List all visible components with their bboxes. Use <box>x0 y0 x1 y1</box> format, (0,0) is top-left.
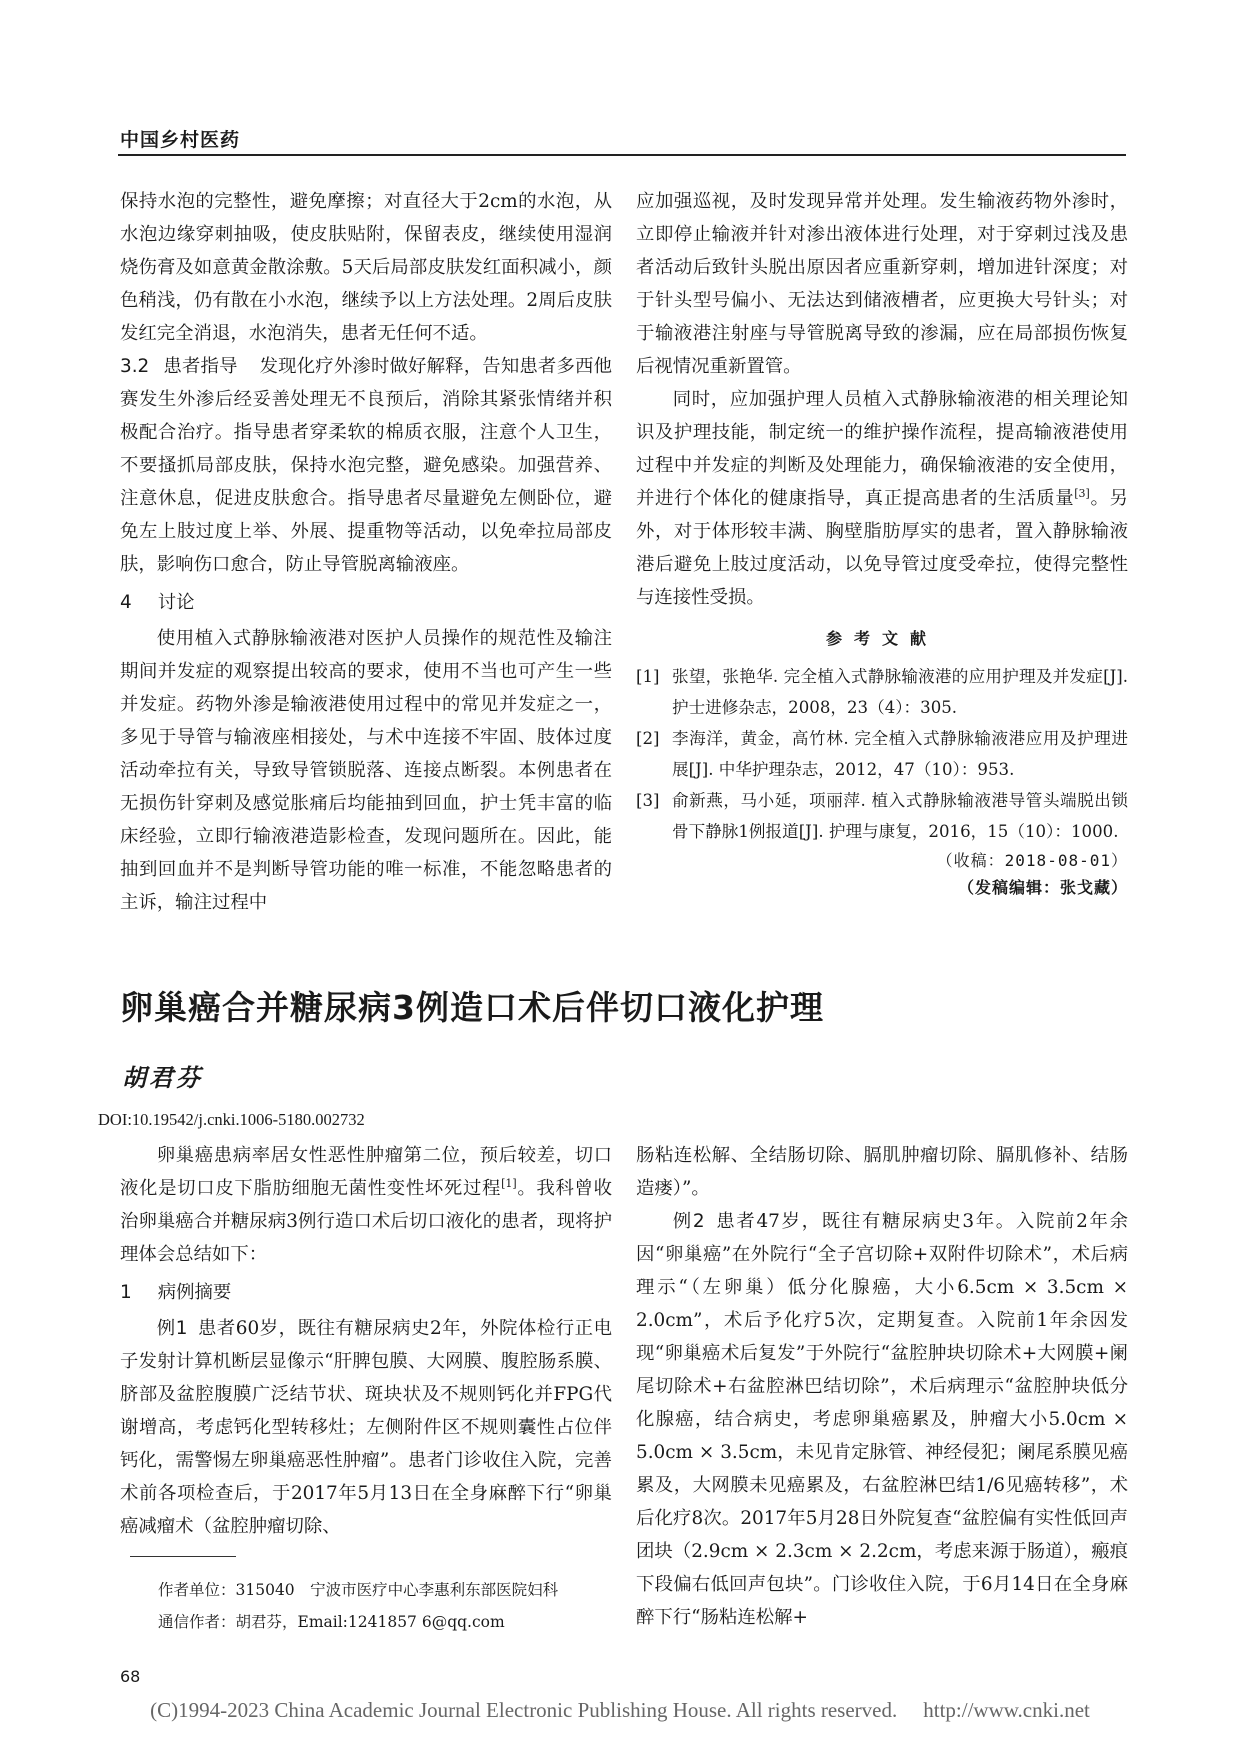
section-1-heading <box>120 1276 612 1309</box>
prev-paragraph-2: 同时，应加强护理人员植入式静脉输液港的相关理论知识及护理技能，制定统一的维护操作流程，提高输液港使用过程中并发症的判断及处理能力，确保输液港的安全使用，并进行个体化的健康指导，真正提高患者的生活质量[3]。另外，对于体形较丰满、胸壁脂肪厚实的患者，置入静脉输液港后避免上肢过度活动，以免导管过度受牵拉，使得完整性与连接性受损。 <box>636 389 1128 608</box>
case-1-paragraph: 例1 患者60岁，既往有糖尿病史2年，外院体检行正电子发射计算机断层显像示“肝脾包膜、大网膜、腹腔肠系膜、脐部及盆腔腹膜广泛结节状、斑块状及不规则钙化并FPG代谢增高，考虑钙化型转移灶；左侧附件区不规则囊性占位伴钙化，需警惕左卵巢癌恶性肿瘤”。患者门诊收住入院，完善术前各项检查后，于2017年5月13日在全身麻醉下行“卵巢癌减瘤术（盆腔肿瘤切除、 <box>120 1318 612 1537</box>
article-title: 卵巢癌合并糖尿病3例造口术后伴切口液化护理 <box>120 988 824 1027</box>
section-number: 1 <box>120 1282 132 1303</box>
reference-item: [2] 李海洋，黄金，高竹林. 完全植入式静脉输液港应用及护理进展[J]. 中华护理杂志，2012，47（10）：953. <box>636 729 1128 779</box>
section-title: 讨论 <box>157 592 195 613</box>
section-title: 患者指导 <box>163 356 238 377</box>
doi: DOI:10.19542/j.cnki.1006-5180.002732 <box>98 1110 365 1129</box>
prev-paragraph: 应加强巡视，及时发现异常并处理。发生输液药物外渗时，立即停止输液并针对渗出液体进行处理，对于穿刺过浅及患者活动后致针头脱出原因者应重新穿刺，增加进针深度；对于针头型号偏小、无法达到储液槽者，应更换大号针头；对于输液港注射座与导管脱离导致的渗漏，应在局部损伤恢复后视情况重新置管。 <box>636 191 1128 377</box>
intro-paragraph: 卵巢癌患病率居女性恶性肿瘤第二位，预后较差，切口液化是切口皮下脂肪细胞无菌性变性坏死过程[1]。我科曾收治卵巢癌合并糖尿病3例行造口术后切口液化的患者，现将护理体会总结如下： <box>120 1145 612 1265</box>
prev-article-left-column <box>120 185 612 919</box>
prev-paragraph: 保持水泡的完整性，避免摩擦；对直径大于2cm的水泡，从水泡边缘穿刺抽吸，使皮肤贴附，保留表皮，继续使用湿润烧伤膏及如意黄金散涂敷。5天后局部皮肤发红面积减小，颜色稍浅，仍有散在小水泡，继续予以上方法处理。2周后皮肤发红完全消退，水泡消失，患者无任何不适。 <box>120 191 612 344</box>
copyright-url[interactable]: http://www.cnki.net <box>923 1698 1090 1722</box>
received-date: （收稿：2018-08-01） <box>936 851 1128 870</box>
citation: [3] <box>1074 486 1090 500</box>
reference-item: [3] 俞新燕，马小延，项丽萍. 植入式静脉输液港导管头端脱出锁骨下静脉1例报道[J]. 护理与康复，2016，15（10）：1000. <box>636 791 1128 841</box>
citation: [1] <box>501 1176 517 1190</box>
copyright-line <box>0 1698 1240 1723</box>
case-label: 例1 <box>156 1318 188 1339</box>
reference-item: [1] 张望，张艳华. 完全植入式静脉输液港的应用护理及并发症[J]. 护士进修杂志，2008，23（4）：305. <box>636 667 1128 717</box>
section-number: 3.2 <box>120 356 150 377</box>
article-right-column <box>636 1139 1128 1634</box>
case-2-paragraph: 例2 患者47岁，既往有糖尿病史3年。入院前2年余因“卵巢癌”在外院行“全子宫切除+双附件切除术”，术后病理示“（左卵巢）低分化腺癌，大小6.5cm × 3.5cm × 2.0cm”，术后予化疗5次，定期复查。入院前1年余因发现“卵巢癌术后复发”于外院行“盆腔肿块切除术+大网膜+阑尾切除术+右盆腔淋巴结切除”，术后病理示“盆腔肿块低分化腺癌，结合病史，考虑卵巢癌累及，肿瘤大小5.0cm × 5.0cm × 3.5cm，未见肯定脉管、神经侵犯；阑尾系膜见癌累及，大网膜未见癌累及，右盆腔淋巴结1/6见癌转移”，术后化疗8次。2017年5月28日外院复查“盆腔偏有实性低回声团块（2.9cm × 2.3cm × 2.2cm，考虑来源于肠道），瘢痕下段偏右低回声包块”。门诊收住入院，于6月14日在全身麻醉下行“肠粘连松解+ <box>636 1211 1129 1628</box>
footnote-rule <box>130 1556 236 1557</box>
discussion-paragraph: 使用植入式静脉输液港对医护人员操作的规范性及输注期间并发症的观察提出较高的要求，使用不当也可产生一些并发症。药物外渗是输液港使用过程中的常见并发症之一，多见于导管与输液座相接处，与术中连接不牢固、肢体过度活动牵拉有关，导致导管锁脱落、连接点断裂。本例患者在无损伤针穿刺及感觉胀痛后均能抽到回血，护士凭丰富的临床经验，立即行输液港造影检查，发现问题所在。因此，能抽到回血并不是判断导管功能的唯一标准，不能忽略患者的主诉，输注过程中 <box>120 628 612 913</box>
page-number: 68 <box>120 1667 141 1686</box>
article-left-column <box>120 1139 612 1543</box>
header-rule <box>118 154 1126 156</box>
prev-article-right-column <box>636 185 1128 901</box>
section-text: 发现化疗外渗时做好解释，告知患者多西他赛发生外渗后经妥善处理无不良预后，消除其紧张情绪并积极配合治疗。指导患者穿柔软的棉质衣服，注意个人卫生，不要搔抓局部皮肤，保持水泡完整，避免感染。加强营养、注意休息，促进皮肤愈合。指导患者尽量避免左侧卧位，避免左上肢过度上举、外展、提重物等活动，以免牵拉局部皮肤，影响伤口愈合，防止导管脱离输液座。 <box>120 356 612 575</box>
footnote-affiliation: 作者单位：315040 宁波市医疗中心李惠利东部医院妇科 <box>158 1581 559 1599</box>
case-1-continued: 肠粘连松解、全结肠切除、膈肌肿瘤切除、膈肌修补、结肠造瘘）”。 <box>636 1145 1128 1199</box>
section-3-2 <box>120 350 612 581</box>
case-label: 例2 <box>672 1211 705 1232</box>
section-number: 4 <box>120 592 132 613</box>
section-title: 病例摘要 <box>157 1282 232 1303</box>
editor-note: （发稿编辑：张戈藏） <box>957 878 1128 897</box>
copyright-text: (C)1994-2023 China Academic Journal Electronic Publishing House. All rights reserved. <box>150 1698 898 1722</box>
footnote-contact: 通信作者：胡君芬，Email:1241857 6@qq.com <box>158 1613 505 1631</box>
section-4-heading <box>120 586 612 619</box>
journal-name: 中国乡村医药 <box>120 129 241 151</box>
article-author: 胡君芬 <box>122 1063 203 1092</box>
references-title: 参考文献 <box>825 629 938 648</box>
